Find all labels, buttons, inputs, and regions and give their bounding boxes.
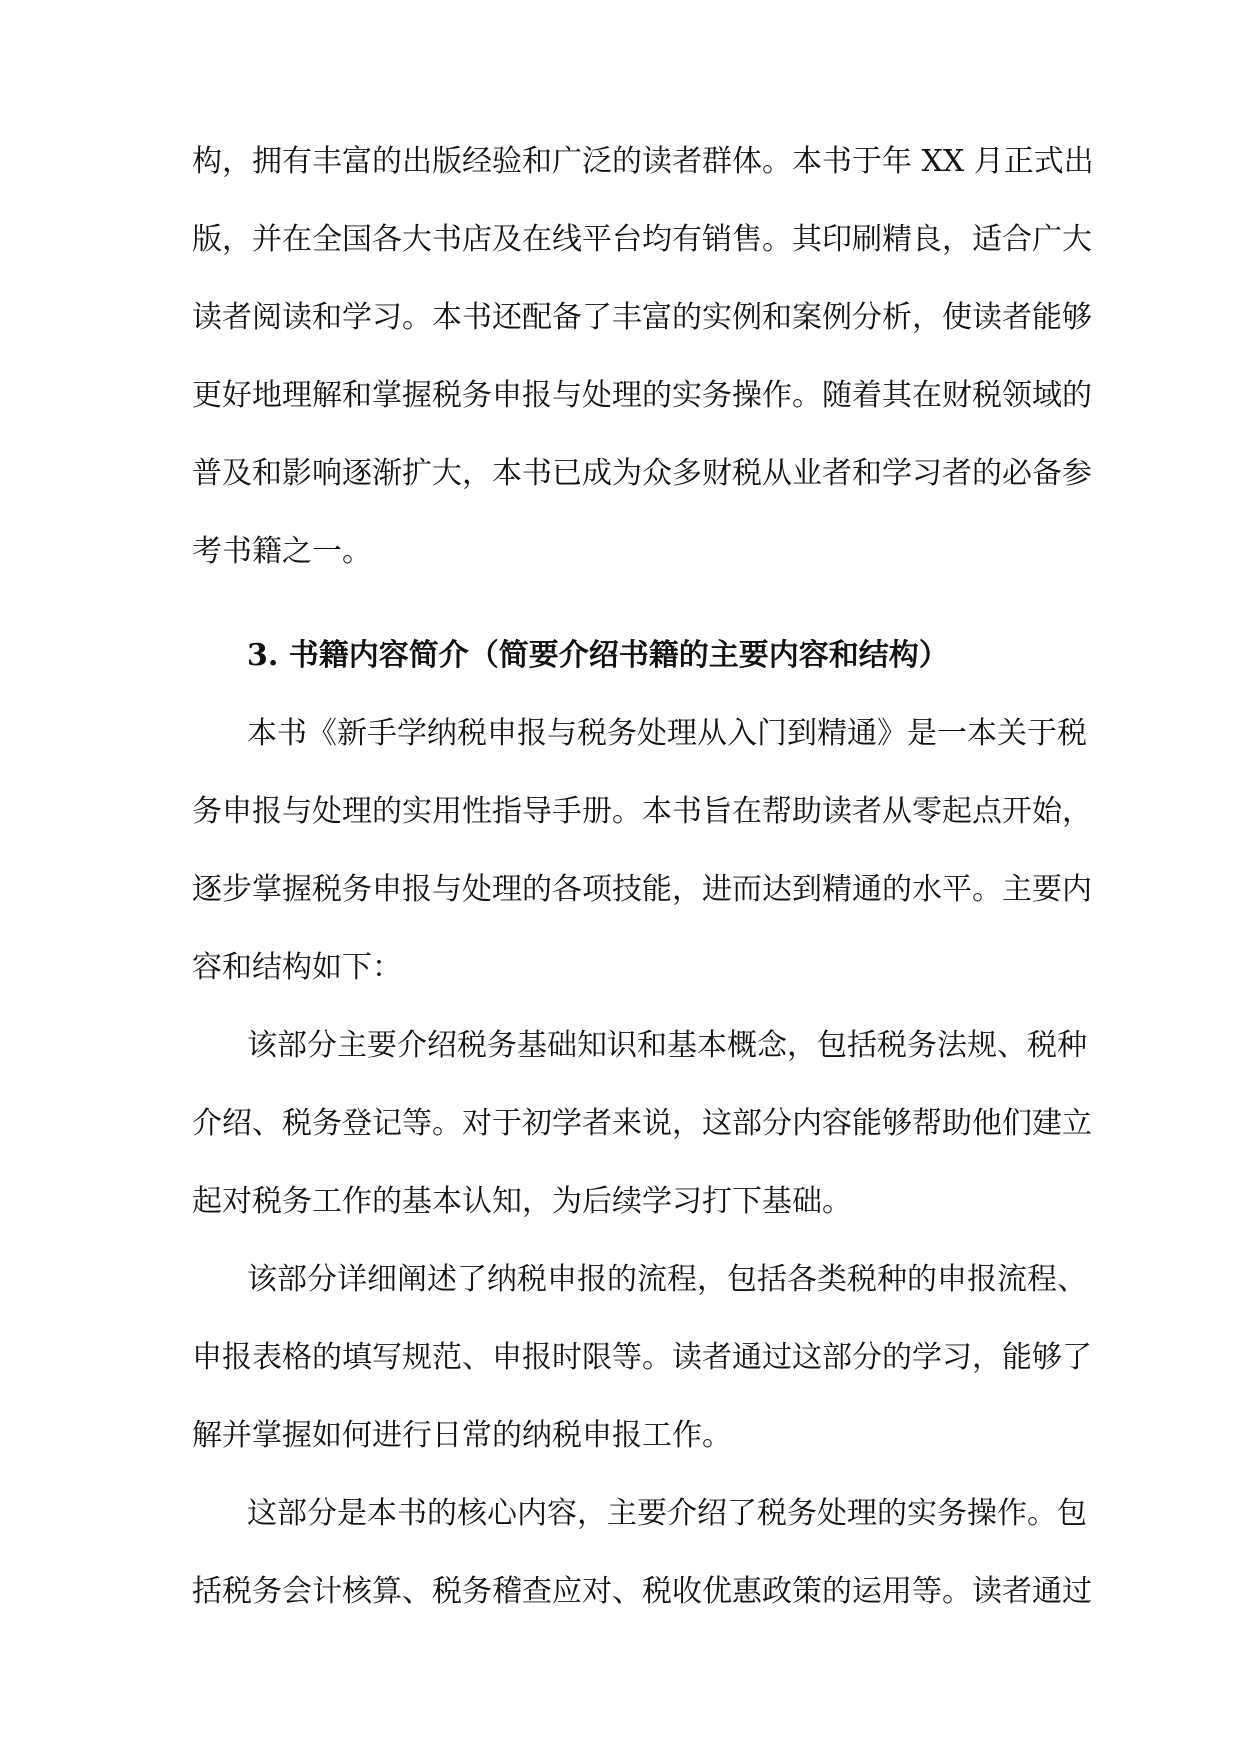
paragraph-line: 介绍、税务登记等。对于初学者来说，这部分内容能够帮助他们建立	[192, 1106, 1092, 1141]
paragraph-line: 起对税务工作的基本认知，为后续学习打下基础。	[192, 1184, 852, 1219]
paragraph-line: 读者阅读和学习。本书还配备了丰富的实例和案例分析，使读者能够	[192, 300, 1092, 335]
paragraph-line: 务申报与处理的实用性指导手册。本书旨在帮助读者从零起点开始，	[192, 794, 1092, 829]
paragraph-line: 该部分详细阐述了纳税申报的流程，包括各类税种的申报流程、	[247, 1262, 1087, 1297]
paragraph-line: 申报表格的填写规范、申报时限等。读者通过这部分的学习，能够了	[192, 1340, 1092, 1375]
paragraph-line: 考书籍之一。	[192, 534, 372, 569]
paragraph-line: 普及和影响逐渐扩大，本书已成为众多财税从业者和学习者的必备参	[192, 456, 1092, 491]
section-heading: 3. 书籍内容简介（简要介绍书籍的主要内容和结构）	[247, 638, 949, 673]
paragraph-line: 版，并在全国各大书店及在线平台均有销售。其印刷精良，适合广大	[192, 222, 1092, 257]
paragraph-line: 该部分主要介绍税务基础知识和基本概念，包括税务法规、税种	[247, 1028, 1087, 1063]
paragraph-line: 本书《新手学纳税申报与税务处理从入门到精通》是一本关于税	[247, 716, 1087, 751]
paragraph-line: 更好地理解和掌握税务申报与处理的实务操作。随着其在财税领域的	[192, 378, 1092, 413]
paragraph-line: 容和结构如下：	[192, 950, 402, 985]
paragraph-line: 构，拥有丰富的出版经验和广泛的读者群体。本书于年 XX 月正式出	[192, 144, 1094, 179]
paragraph-line: 括税务会计核算、税务稽查应对、税收优惠政策的运用等。读者通过	[192, 1574, 1092, 1609]
paragraph-line: 解并掌握如何进行日常的纳税申报工作。	[192, 1418, 732, 1453]
paragraph-line: 这部分是本书的核心内容，主要介绍了税务处理的实务操作。包	[247, 1496, 1087, 1531]
paragraph-line: 逐步掌握税务申报与处理的各项技能，进而达到精通的水平。主要内	[192, 872, 1092, 907]
